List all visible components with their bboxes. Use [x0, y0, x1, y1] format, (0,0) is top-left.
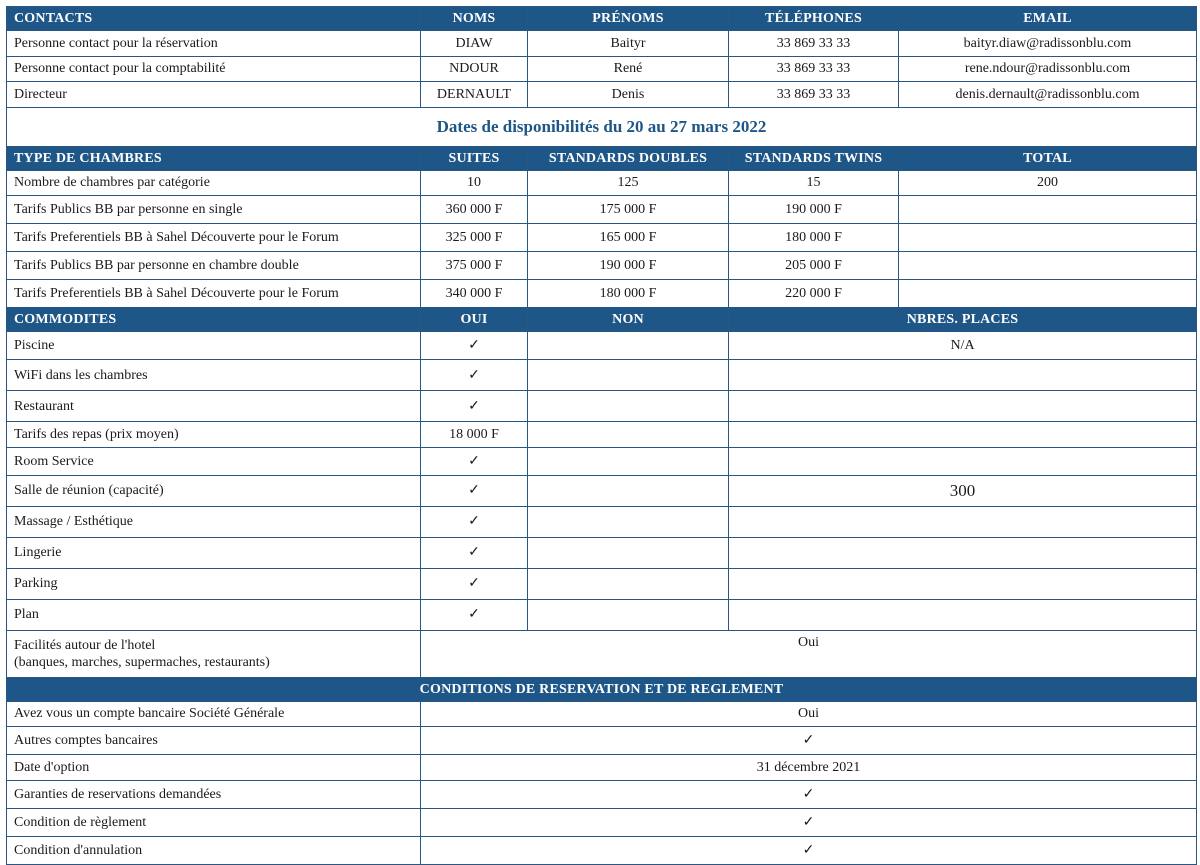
check-icon: ✓	[421, 506, 528, 537]
meal-price-value: 18 000 F	[421, 422, 528, 448]
conditions-header: CONDITIONS DE RESERVATION ET DE REGLEMENT	[7, 677, 1197, 701]
non-value	[528, 332, 729, 360]
places-value: N/A	[729, 332, 1197, 360]
amenity-label: Lingerie	[7, 537, 421, 568]
amenity-row-facilities	[7, 630, 1197, 677]
check-icon: ✓	[421, 537, 528, 568]
suites-value: 375 000 F	[421, 252, 528, 280]
facilities-label-line1: Facilités autour de l'hotel	[14, 637, 156, 653]
room-row-preferential-single	[7, 224, 1197, 252]
non-value	[528, 360, 729, 391]
room-row-label: Tarifs Publics BB par personne en single	[7, 196, 421, 224]
amenities-header-row	[7, 308, 1197, 332]
rooms-header-row	[7, 146, 1197, 170]
availability-title-row	[7, 107, 1197, 146]
places-value	[729, 391, 1197, 422]
room-type-header: TYPE DE CHAMBRES	[7, 146, 421, 170]
amenity-label: Room Service	[7, 447, 421, 475]
contact-email: rene.ndour@radissonblu.com	[899, 56, 1197, 82]
contacts-header: CONTACTS	[7, 7, 421, 31]
amenity-row-lingerie	[7, 537, 1197, 568]
non-value	[528, 506, 729, 537]
standard-doubles-value: 190 000 F	[528, 252, 729, 280]
amenity-label: Tarifs des repas (prix moyen)	[7, 422, 421, 448]
check-icon: ✓	[421, 391, 528, 422]
condition-row-option-date	[7, 755, 1197, 781]
room-row-count	[7, 170, 1197, 196]
places-value	[729, 360, 1197, 391]
check-icon: ✓	[421, 599, 528, 630]
contact-role: Personne contact pour la réservation	[7, 31, 421, 57]
condition-row-other-accounts	[7, 727, 1197, 755]
standard-doubles-value: 165 000 F	[528, 224, 729, 252]
contact-first-name: Denis	[528, 82, 729, 108]
condition-row-sg-account	[7, 701, 1197, 727]
contact-email: baityr.diaw@radissonblu.com	[899, 31, 1197, 57]
places-value: 300	[729, 475, 1197, 506]
contact-email: denis.dernault@radissonblu.com	[899, 82, 1197, 108]
amenities-header: COMMODITES	[7, 308, 421, 332]
non-value	[528, 447, 729, 475]
contact-role: Directeur	[7, 82, 421, 108]
suites-header: SUITES	[421, 146, 528, 170]
room-row-label: Tarifs Preferentiels BB à Sahel Découverte pour le Forum	[7, 280, 421, 308]
amenity-label: Parking	[7, 568, 421, 599]
standard-twins-value: 15	[729, 170, 899, 196]
standard-twins-value: 190 000 F	[729, 196, 899, 224]
check-icon: ✓	[421, 568, 528, 599]
amenity-row-piscine	[7, 332, 1197, 360]
suites-value: 10	[421, 170, 528, 196]
total-value: 200	[899, 170, 1197, 196]
places-value	[729, 447, 1197, 475]
places-value	[729, 506, 1197, 537]
amenity-row-room-service	[7, 447, 1197, 475]
amenity-label: Piscine	[7, 332, 421, 360]
total-header: TOTAL	[899, 146, 1197, 170]
condition-label: Condition de règlement	[7, 808, 421, 836]
non-header: NON	[528, 308, 729, 332]
contact-row-accounting	[7, 56, 1197, 82]
contacts-header-row	[7, 7, 1197, 31]
contact-first-name: René	[528, 56, 729, 82]
standard-twins-value: 220 000 F	[729, 280, 899, 308]
total-value	[899, 280, 1197, 308]
suites-value: 360 000 F	[421, 196, 528, 224]
facilities-label-line2: (banques, marches, supermaches, restaurants)	[14, 654, 270, 670]
standard-twins-value: 180 000 F	[729, 224, 899, 252]
contact-first-name: Baityr	[528, 31, 729, 57]
telephones-header: TÉLÉPHONES	[729, 7, 899, 31]
places-header: NBRES. PLACES	[729, 308, 1197, 332]
non-value	[528, 475, 729, 506]
amenity-row-meeting-room	[7, 475, 1197, 506]
hotel-form-table	[6, 6, 1197, 865]
condition-row-guarantees	[7, 780, 1197, 808]
condition-label: Garanties de reservations demandées	[7, 780, 421, 808]
contact-phone: 33 869 33 33	[729, 82, 899, 108]
check-icon: ✓	[421, 727, 1197, 755]
places-value	[729, 422, 1197, 448]
suites-value: 325 000 F	[421, 224, 528, 252]
check-icon: ✓	[421, 780, 1197, 808]
condition-label: Condition d'annulation	[7, 836, 421, 864]
standard-doubles-value: 175 000 F	[528, 196, 729, 224]
check-icon: ✓	[421, 332, 528, 360]
check-icon: ✓	[421, 360, 528, 391]
contact-last-name: DIAW	[421, 31, 528, 57]
option-date-value: 31 décembre 2021	[421, 755, 1197, 781]
amenity-label: Plan	[7, 599, 421, 630]
non-value	[528, 391, 729, 422]
standard-twins-value: 205 000 F	[729, 252, 899, 280]
amenity-row-parking	[7, 568, 1197, 599]
standard-doubles-value: 180 000 F	[528, 280, 729, 308]
availability-title: Dates de disponibilités du 20 au 27 mars 2022	[7, 107, 1197, 146]
standard-doubles-value: 125	[528, 170, 729, 196]
check-icon: ✓	[421, 836, 1197, 864]
prenoms-header: PRÉNOMS	[528, 7, 729, 31]
room-row-public-single	[7, 196, 1197, 224]
noms-header: NOMS	[421, 7, 528, 31]
suites-value: 340 000 F	[421, 280, 528, 308]
condition-label: Avez vous un compte bancaire Société Générale	[7, 701, 421, 727]
non-value	[528, 422, 729, 448]
amenity-row-wifi	[7, 360, 1197, 391]
hotel-information-sheet	[6, 6, 1196, 865]
room-row-label: Nombre de chambres par catégorie	[7, 170, 421, 196]
standard-doubles-header: STANDARDS DOUBLES	[528, 146, 729, 170]
condition-value: Oui	[421, 701, 1197, 727]
contact-phone: 33 869 33 33	[729, 31, 899, 57]
standard-twins-header: STANDARDS TWINS	[729, 146, 899, 170]
contact-last-name: DERNAULT	[421, 82, 528, 108]
amenity-label: Salle de réunion (capacité)	[7, 475, 421, 506]
condition-label: Date d'option	[7, 755, 421, 781]
contact-role: Personne contact pour la comptabilité	[7, 56, 421, 82]
check-icon: ✓	[421, 447, 528, 475]
amenity-label: Massage / Esthétique	[7, 506, 421, 537]
facilities-value: Oui	[421, 630, 1197, 677]
contact-row-director	[7, 82, 1197, 108]
places-value	[729, 599, 1197, 630]
condition-label: Autres comptes bancaires	[7, 727, 421, 755]
amenity-row-massage	[7, 506, 1197, 537]
total-value	[899, 196, 1197, 224]
places-value	[729, 568, 1197, 599]
oui-header: OUI	[421, 308, 528, 332]
non-value	[528, 537, 729, 568]
check-icon: ✓	[421, 475, 528, 506]
contact-phone: 33 869 33 33	[729, 56, 899, 82]
amenity-label: Restaurant	[7, 391, 421, 422]
room-row-public-double	[7, 252, 1197, 280]
non-value	[528, 599, 729, 630]
amenity-row-restaurant	[7, 391, 1197, 422]
amenity-row-meal-prices	[7, 422, 1197, 448]
places-value	[729, 537, 1197, 568]
non-value	[528, 568, 729, 599]
email-header: EMAIL	[899, 7, 1197, 31]
total-value	[899, 224, 1197, 252]
room-row-label: Tarifs Publics BB par personne en chambre double	[7, 252, 421, 280]
amenity-label: WiFi dans les chambres	[7, 360, 421, 391]
contact-row-reservation	[7, 31, 1197, 57]
total-value	[899, 252, 1197, 280]
room-row-preferential-double	[7, 280, 1197, 308]
amenity-row-plan	[7, 599, 1197, 630]
room-row-label: Tarifs Preferentiels BB à Sahel Découverte pour le Forum	[7, 224, 421, 252]
check-icon: ✓	[421, 808, 1197, 836]
condition-row-payment	[7, 808, 1197, 836]
facilities-label	[7, 630, 421, 677]
conditions-header-row	[7, 677, 1197, 701]
contact-last-name: NDOUR	[421, 56, 528, 82]
